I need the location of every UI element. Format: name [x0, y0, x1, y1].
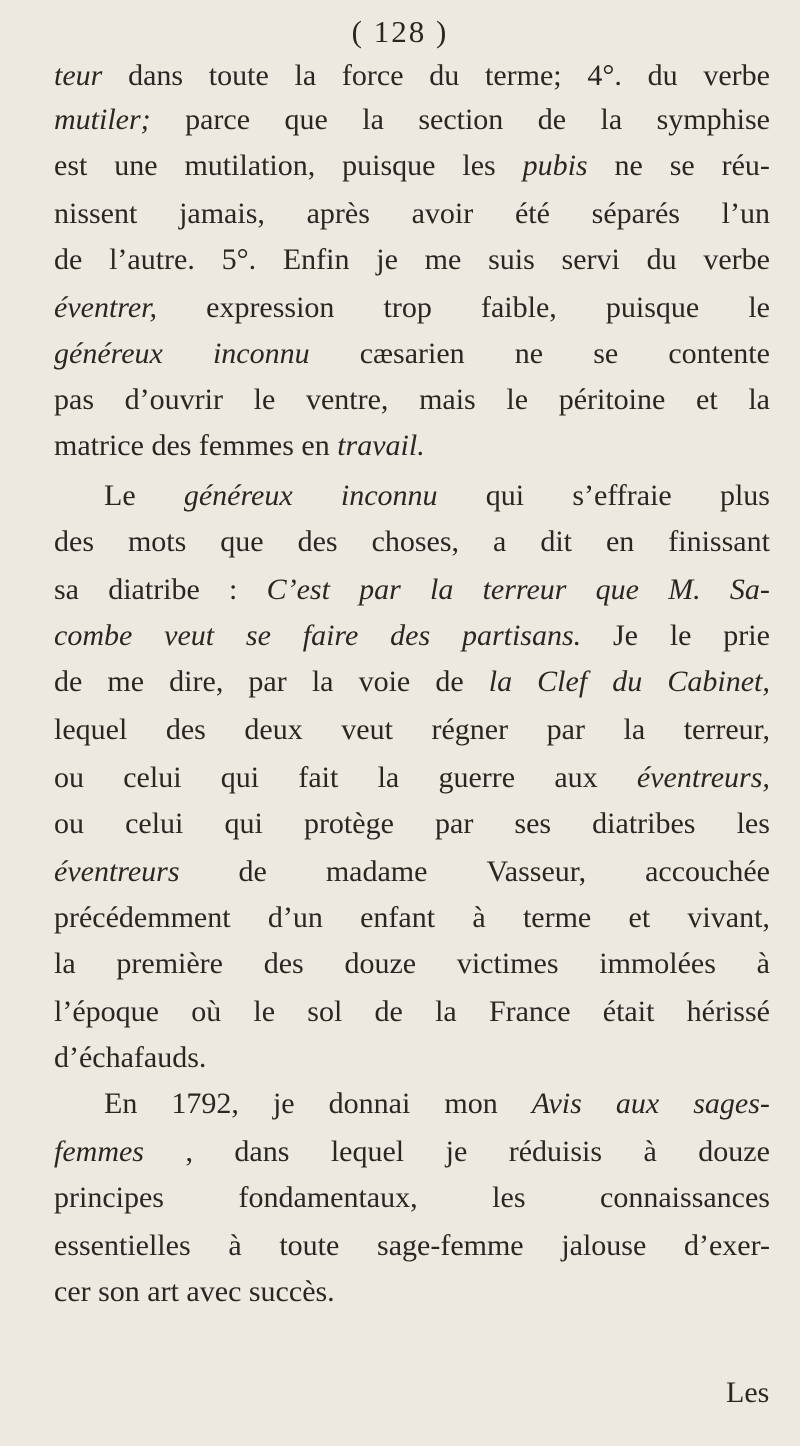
- text-word: lequel: [54, 713, 128, 746]
- text-word: la: [377, 761, 400, 794]
- text-word: Clef: [537, 665, 588, 698]
- text-word: la: [430, 573, 454, 606]
- text-word: puisque: [605, 291, 700, 324]
- text-word: éventreurs: [54, 855, 180, 888]
- text-word: première: [116, 947, 223, 980]
- text-word: mutilation,: [184, 149, 316, 182]
- text-word: finissant: [668, 525, 770, 558]
- text-word: contente: [668, 337, 770, 370]
- text-word: principes: [54, 1181, 164, 1214]
- text-word: section: [418, 103, 504, 136]
- text-word: qui: [485, 479, 525, 512]
- text-word: le: [506, 383, 529, 416]
- text-line: [54, 380, 770, 420]
- text-word: celui: [125, 807, 184, 840]
- text-line: [54, 146, 770, 186]
- text-line: [54, 944, 770, 984]
- text-word: ,: [185, 1135, 193, 1168]
- text-word: de: [435, 665, 464, 698]
- text-word: inconnu: [340, 479, 438, 512]
- text-word: la: [294, 59, 317, 92]
- text-word: connaissances: [600, 1181, 770, 1214]
- text-word: des: [165, 713, 206, 746]
- text-word: hérissé: [686, 995, 770, 1028]
- text-word: je: [376, 243, 398, 276]
- text-word: veut: [164, 619, 215, 652]
- text-line: [54, 56, 770, 96]
- text-word: donnai: [328, 1087, 411, 1120]
- text-word: partisans.: [461, 619, 582, 652]
- text-line: [54, 100, 770, 140]
- text-word: jalouse: [561, 1229, 647, 1262]
- text-line: [54, 1038, 770, 1078]
- text-word: le: [253, 383, 276, 416]
- text-word: sol: [307, 995, 343, 1028]
- text-line: [104, 476, 770, 516]
- text-word: régner: [431, 713, 509, 746]
- text-word: Sa-: [729, 573, 770, 606]
- text-word: ne: [614, 149, 643, 182]
- page-number-header: ( 128 ): [351, 14, 449, 49]
- text-word: aux: [554, 761, 598, 794]
- text-word: force: [341, 59, 404, 92]
- catchword: Les: [726, 1376, 770, 1409]
- text-word: sage-femme: [377, 1229, 524, 1262]
- text-word: douze: [698, 1135, 770, 1168]
- text-word: se: [669, 149, 695, 182]
- text-word: précédemment: [54, 901, 231, 934]
- text-word: fait: [298, 761, 339, 794]
- text-word: le: [253, 995, 276, 1028]
- text-word: de: [238, 855, 267, 888]
- text-word: la: [362, 103, 384, 136]
- text-word: après: [306, 197, 370, 230]
- text-line: [54, 804, 770, 844]
- text-line: [54, 570, 770, 610]
- text-word: trop: [383, 291, 432, 324]
- text-word: mutiler;: [54, 103, 151, 136]
- text-line: [54, 992, 770, 1032]
- text-word: en: [605, 525, 635, 558]
- text-word: toute: [279, 1229, 340, 1262]
- text-word: 5°.: [221, 243, 257, 276]
- text-word: du: [646, 243, 677, 276]
- text-word: dans: [234, 1135, 290, 1168]
- text-word: madame: [325, 855, 428, 888]
- text-word: Vasseur,: [486, 855, 587, 888]
- text-word: :: [229, 573, 238, 606]
- text-word: d’un: [267, 901, 323, 934]
- text-line: [54, 334, 770, 374]
- text-word: mots: [127, 525, 187, 558]
- text-word: l’un: [721, 197, 770, 230]
- text-word: jamais,: [179, 197, 265, 230]
- text-word: plus: [719, 479, 770, 512]
- text-word: à: [228, 1229, 242, 1262]
- text-word: par: [359, 573, 401, 606]
- text-line: [54, 1132, 770, 1172]
- text-word: terreur: [482, 573, 567, 606]
- text-word: de: [54, 243, 83, 276]
- text-word: verbe: [703, 59, 770, 92]
- text-word: d’ouvrir: [124, 383, 223, 416]
- text-word: je: [272, 1087, 295, 1120]
- text-word: la: [600, 103, 623, 136]
- text-word: protège: [303, 807, 394, 840]
- text-word: nissent: [54, 197, 138, 230]
- text-word: se: [593, 337, 619, 370]
- text-word: le: [748, 291, 770, 324]
- text-word: guerre: [438, 761, 516, 794]
- text-word: par: [435, 807, 474, 840]
- text-word: deux: [244, 713, 303, 746]
- text-line: [54, 710, 770, 750]
- text-word: qui: [224, 807, 263, 840]
- text-word: de: [374, 995, 403, 1028]
- text-word: réduisis: [508, 1135, 603, 1168]
- text-word: douze: [344, 947, 417, 980]
- text-word: des: [263, 947, 304, 980]
- text-word: dans: [128, 59, 184, 92]
- text-word: d’exer-: [683, 1229, 770, 1262]
- text-word: éventreurs,: [636, 761, 770, 794]
- text-word: était: [602, 995, 655, 1028]
- text-word: accouchée: [645, 855, 770, 888]
- text-word: servi: [561, 243, 620, 276]
- text-word: ne: [514, 337, 544, 370]
- text-word: de: [537, 103, 567, 136]
- text-word: à: [756, 947, 770, 980]
- text-word: réu-: [721, 149, 770, 182]
- text-line: [54, 1178, 770, 1218]
- text-word: à: [643, 1135, 657, 1168]
- text-word: la: [488, 665, 513, 698]
- text-word: pubis: [522, 149, 588, 182]
- text-word: sages-: [693, 1087, 770, 1120]
- text-word: puisque: [342, 149, 436, 182]
- text-word: En: [104, 1087, 138, 1120]
- text-word: je: [445, 1135, 468, 1168]
- text-word: cæsarien: [359, 337, 465, 370]
- text-word: éventrer,: [54, 291, 158, 324]
- text-word: les: [492, 1181, 526, 1214]
- text-word: généreux: [183, 479, 293, 512]
- text-line: [54, 522, 770, 562]
- text-word: du: [647, 59, 678, 92]
- text-word: le: [669, 619, 692, 652]
- text-word: dire,: [169, 665, 224, 698]
- text-line: [54, 852, 770, 892]
- text-word: qui: [220, 761, 260, 794]
- text-word: celui: [123, 761, 182, 794]
- text-word: diatribe: [108, 573, 200, 606]
- text-word: verbe: [703, 243, 770, 276]
- text-line: [54, 758, 770, 798]
- text-word: toute: [208, 59, 269, 92]
- text-word: que: [284, 103, 328, 136]
- text-word: essentielles: [54, 1229, 191, 1262]
- text-word: la: [435, 995, 457, 1028]
- text-word: ou: [54, 761, 84, 794]
- text-word: séparés: [591, 197, 680, 230]
- text-word: une: [114, 149, 158, 182]
- text-word: que: [595, 573, 639, 606]
- text-word: terme;: [485, 59, 562, 92]
- text-line: [54, 1272, 770, 1312]
- text-word: expression: [206, 291, 335, 324]
- text-word: l’autre.: [109, 243, 195, 276]
- text-word: sa: [54, 573, 79, 606]
- text-word: faible,: [480, 291, 557, 324]
- text-word: été: [514, 197, 550, 230]
- text-line: [54, 1226, 770, 1266]
- text-word: généreux: [54, 337, 163, 370]
- text-word: choses,: [371, 525, 460, 558]
- text-word: la: [54, 947, 76, 980]
- text-word: la: [748, 383, 770, 416]
- text-word: 4°.: [587, 59, 622, 92]
- text-word: faire: [302, 619, 359, 652]
- text-word: l’époque: [54, 995, 159, 1028]
- text-word: femmes: [54, 1135, 144, 1168]
- text-word: Cabinet,: [667, 665, 770, 698]
- text-word: des: [390, 619, 431, 652]
- text-word: C’est: [266, 573, 330, 606]
- text-line: [104, 1084, 770, 1124]
- text-line: [54, 194, 770, 234]
- text-word: dit: [540, 525, 572, 558]
- text-word: parce: [185, 103, 251, 136]
- text-word: avoir: [411, 197, 474, 230]
- text-word: combe: [54, 619, 133, 652]
- text-word: victimes: [456, 947, 559, 980]
- text-word: France: [488, 995, 571, 1028]
- text-word: immolées: [599, 947, 716, 980]
- text-word: de: [54, 665, 83, 698]
- text-word: des: [297, 525, 338, 558]
- text-word: fondamentaux,: [238, 1181, 418, 1214]
- text-word: que: [220, 525, 264, 558]
- text-word: et: [696, 383, 718, 416]
- text-word: s’effraie: [572, 479, 672, 512]
- text-segment: travail.: [337, 429, 425, 462]
- text-word: pas: [54, 383, 94, 416]
- text-word: les: [462, 149, 496, 182]
- text-word: vivant,: [687, 901, 770, 934]
- text-word: ou: [54, 807, 84, 840]
- text-word: Je: [612, 619, 638, 652]
- text-word: terme: [522, 901, 592, 934]
- text-word: par: [248, 665, 287, 698]
- text-word: ses: [514, 807, 552, 840]
- text-word: Le: [104, 479, 136, 512]
- text-word: prie: [723, 619, 770, 652]
- text-word: par: [546, 713, 585, 746]
- text-word: du: [612, 665, 643, 698]
- text-segment: d’échafauds.: [54, 1041, 207, 1074]
- text-line: [54, 616, 770, 656]
- text-word: est: [54, 149, 88, 182]
- text-word: symphise: [656, 103, 770, 136]
- text-word: me: [107, 665, 145, 698]
- text-line: [54, 288, 770, 328]
- text-word: terreur,: [683, 713, 770, 746]
- text-word: a: [493, 525, 507, 558]
- text-line: [54, 240, 770, 280]
- text-word: et: [628, 901, 651, 934]
- text-word: les: [736, 807, 770, 840]
- text-word: la: [311, 665, 334, 698]
- text-word: enfant: [360, 901, 436, 934]
- text-word: aux: [615, 1087, 660, 1120]
- text-word: inconnu: [212, 337, 310, 370]
- text-word: où: [191, 995, 222, 1028]
- text-line: [54, 662, 770, 702]
- text-word: lequel: [330, 1135, 405, 1168]
- text-line: [54, 426, 770, 466]
- text-word: du: [429, 59, 460, 92]
- text-word: la: [623, 713, 646, 746]
- text-segment: cer son art avec succès.: [54, 1275, 335, 1308]
- text-word: M.: [668, 573, 701, 606]
- text-word: péritoine: [558, 383, 666, 416]
- text-word: à: [472, 901, 486, 934]
- text-word: Enfin: [282, 243, 350, 276]
- text-word: mais: [419, 383, 476, 416]
- text-word: mon: [444, 1087, 498, 1120]
- text-word: des: [54, 525, 94, 558]
- text-word: suis: [488, 243, 535, 276]
- text-word: teur: [54, 59, 103, 92]
- text-segment: matrice des femmes en: [54, 429, 338, 462]
- text-line: [54, 898, 770, 938]
- text-word: 1792,: [171, 1087, 239, 1120]
- text-word: ventre,: [305, 383, 389, 416]
- text-word: veut: [341, 713, 393, 746]
- text-word: voie: [358, 665, 411, 698]
- text-word: me: [424, 243, 462, 276]
- text-word: se: [245, 619, 271, 652]
- text-word: Avis: [531, 1087, 582, 1120]
- text-word: diatribes: [592, 807, 696, 840]
